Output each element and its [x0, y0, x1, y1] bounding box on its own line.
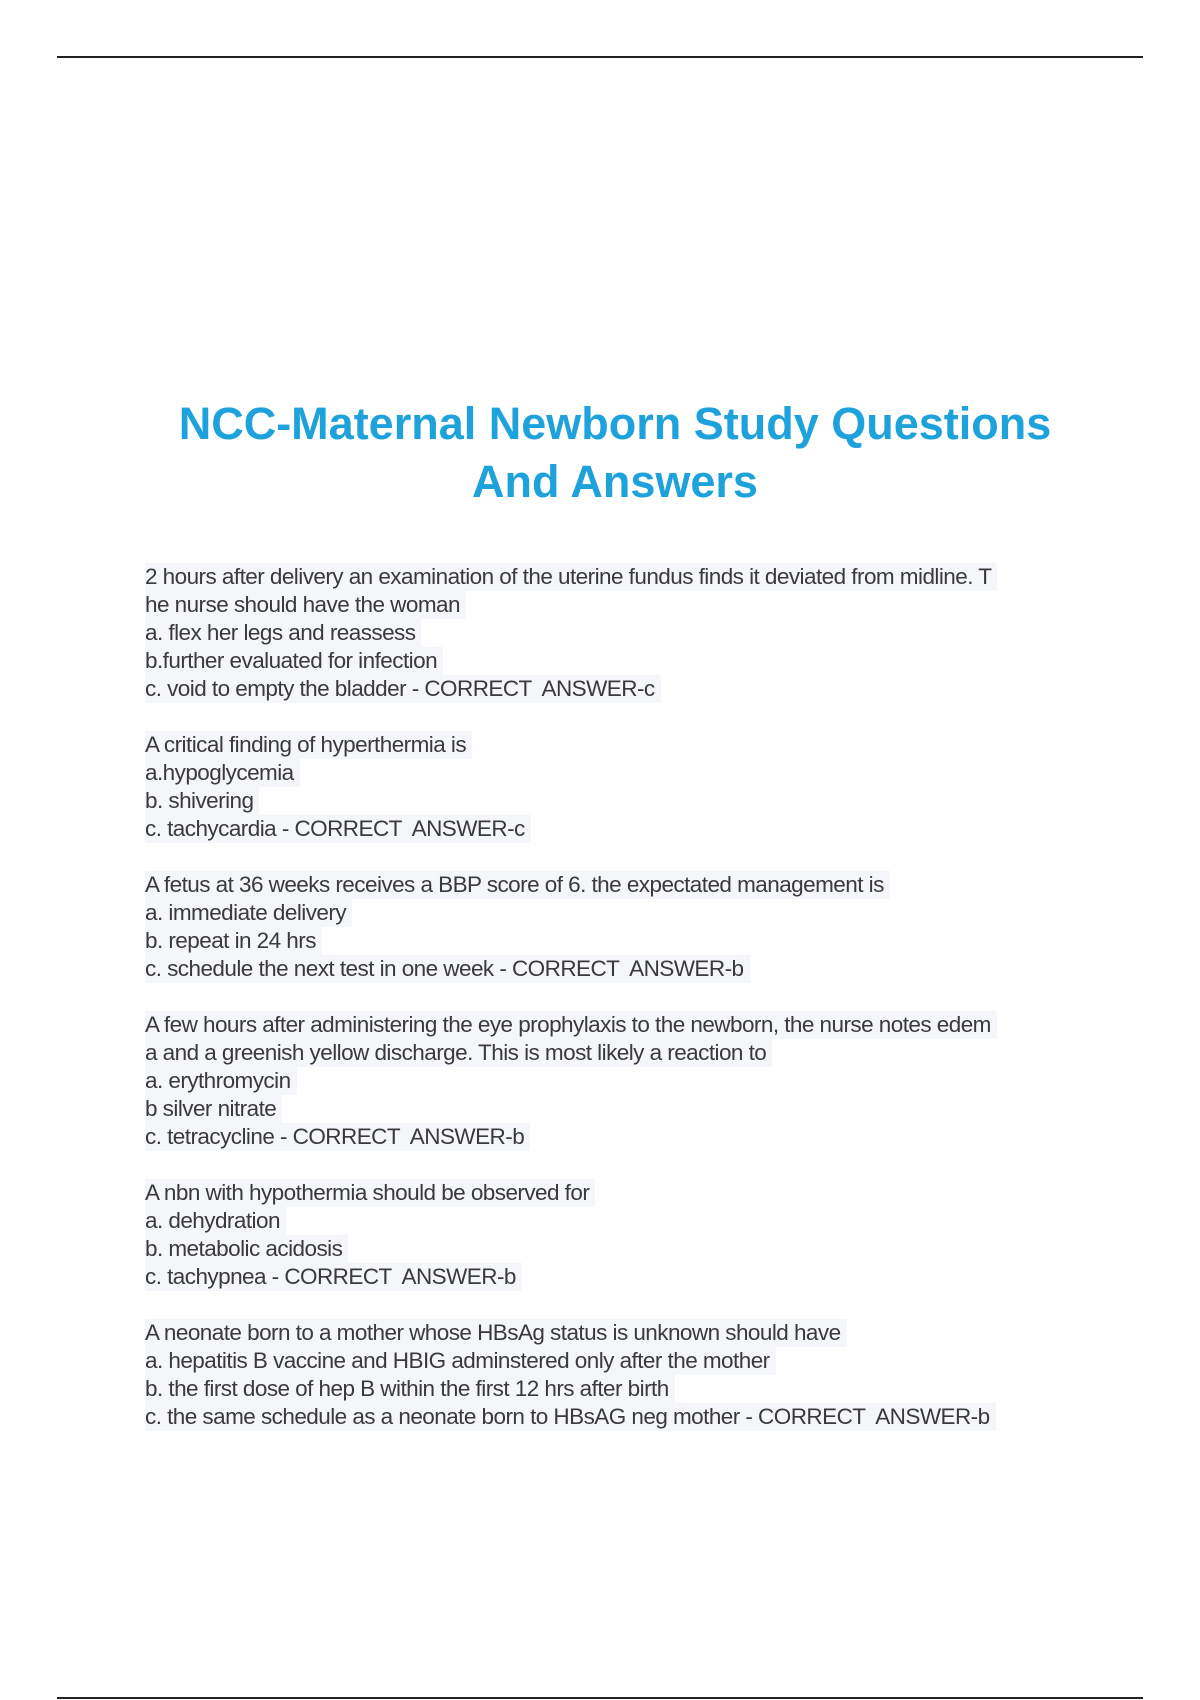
question-text: A fetus at 36 weeks receives a BBP score of 6. the expectated management is — [145, 871, 890, 899]
answer-option-correct: c. tachypnea - CORRECT ANSWER-b — [145, 1263, 522, 1291]
answer-option-correct: c. tetracycline - CORRECT ANSWER-b — [145, 1123, 530, 1151]
document-title — [140, 395, 1090, 511]
question-item — [145, 1319, 1095, 1431]
answer-option: a.hypoglycemia — [145, 759, 300, 787]
question-text: a and a greenish yellow discharge. This is most likely a reaction to — [145, 1039, 772, 1067]
question-list — [145, 563, 1095, 1459]
question-item — [145, 1179, 1095, 1291]
question-item — [145, 563, 1095, 703]
answer-option-correct: c. the same schedule as a neonate born to HBsAG neg mother - CORRECT ANSWER-b — [145, 1403, 996, 1431]
answer-option: a. hepatitis B vaccine and HBIG adminstered only after the mother — [145, 1347, 776, 1375]
answer-option: b.further evaluated for infection — [145, 647, 443, 675]
title-line: And Answers — [472, 456, 758, 507]
question-item — [145, 1011, 1095, 1151]
answer-option: b. metabolic acidosis — [145, 1235, 348, 1263]
answer-option: a. flex her legs and reassess — [145, 619, 421, 647]
question-text: A few hours after administering the eye prophylaxis to the newborn, the nurse notes edem — [145, 1011, 997, 1039]
title-line: NCC-Maternal Newborn Study Questions — [178, 398, 1052, 449]
question-text: A critical finding of hyperthermia is — [145, 731, 472, 759]
answer-option: b. repeat in 24 hrs — [145, 927, 322, 955]
question-text: A neonate born to a mother whose HBsAg status is unknown should have — [145, 1319, 847, 1347]
answer-option: a. erythromycin — [145, 1067, 297, 1095]
answer-option: a. dehydration — [145, 1207, 286, 1235]
top-rule — [57, 56, 1143, 58]
question-text: A nbn with hypothermia should be observed for — [145, 1179, 595, 1207]
answer-option-correct: c. tachycardia - CORRECT ANSWER-c — [145, 815, 531, 843]
answer-option: b. the first dose of hep B within the first 12 hrs after birth — [145, 1375, 675, 1403]
question-text: he nurse should have the woman — [145, 591, 466, 619]
answer-option: b. shivering — [145, 787, 259, 815]
bottom-rule — [57, 1697, 1143, 1699]
answer-option: b silver nitrate — [145, 1095, 282, 1123]
question-item — [145, 871, 1095, 983]
answer-option-correct: c. void to empty the bladder - CORRECT ANSWER-c — [145, 675, 661, 703]
question-text: 2 hours after delivery an examination of the uterine fundus finds it deviated from midline. T — [145, 563, 997, 591]
answer-option-correct: c. schedule the next test in one week - CORRECT ANSWER-b — [145, 955, 750, 983]
answer-option: a. immediate delivery — [145, 899, 352, 927]
question-item — [145, 731, 1095, 843]
